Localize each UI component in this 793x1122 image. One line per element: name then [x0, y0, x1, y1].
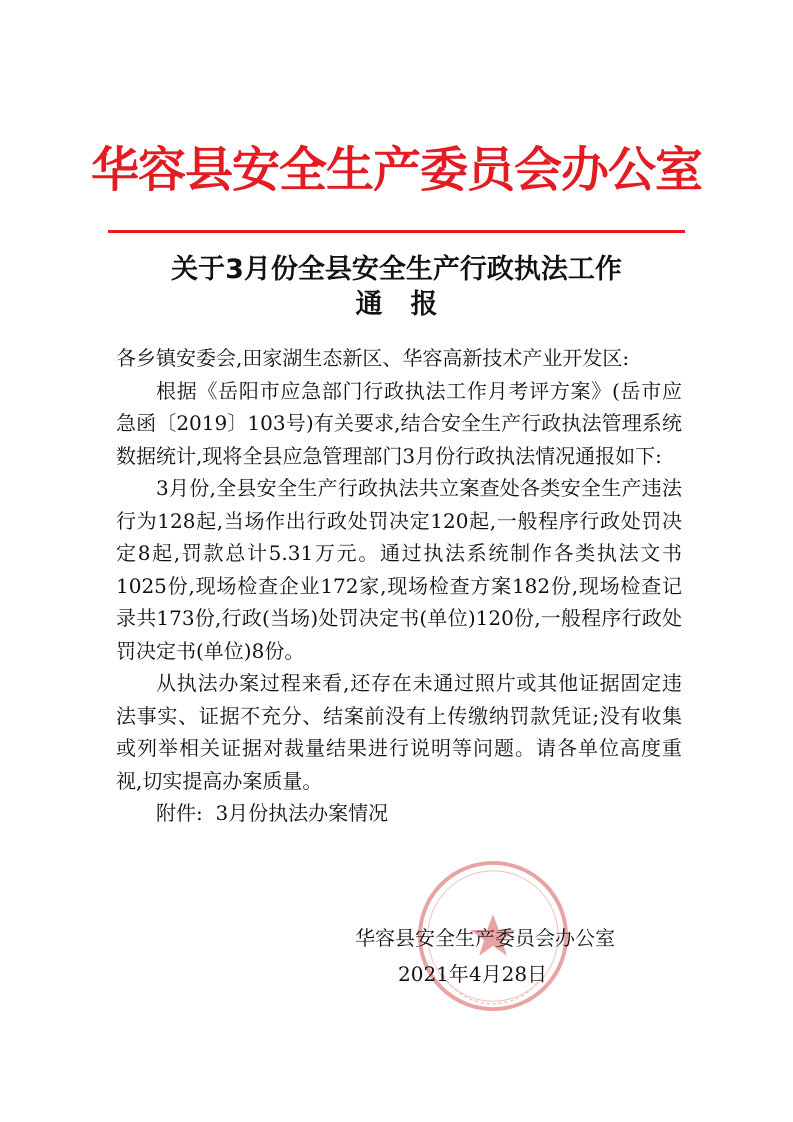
attachment-line: 附件: 3月份执法办案情况: [156, 801, 389, 825]
paragraph-issues: 从执法办案过程来看,还存在未通过照片或其他证据固定违法事实、证据不充分、结案前没有上传缴纳罚款凭证;没有收集或列举相关证据对裁量结果进行说明等问题。请各单位高度重视,切实提高办案质量。: [116, 671, 682, 793]
office-letterhead-title: 华容县安全生产委员会办公室: [90, 142, 702, 198]
salutation: 各乡镇安委会,田家湖生态新区、华容高新技术产业开发区:: [116, 346, 630, 370]
notice-body: [116, 342, 682, 830]
notice-title-line2: 通报: [355, 289, 466, 320]
paragraph-basis: 根据《岳阳市应急部门行政执法工作月考评方案》(岳市应急函〔2019〕103号)有关要求,结合安全生产行政执法管理系统数据统计,现将全县应急管理部门3月份行政执法情况通报如下:: [116, 378, 682, 468]
notice-title-line1: 关于3月份全县安全生产行政执法工作: [171, 254, 622, 285]
paragraph-statistics: 3月份,全县安全生产行政执法共立案查处各类安全生产违法行为128起,当场作出行政处罚决定120起,一般程序行政处罚决定8起,罚款总计5.31万元。通过执法系统制作各类执法文书1025份,现场检查企业172家,现场检查方案182份,现场检查记录共173份,行政(当场)处罚决定书(单位)120份,一般程序行政处罚决定书(单位)8份。: [116, 476, 682, 663]
letterhead-red-rule: [108, 230, 685, 233]
signing-date: 2021年4月28日: [398, 962, 548, 986]
signing-office: 华容县安全生产委员会办公室: [355, 926, 615, 950]
